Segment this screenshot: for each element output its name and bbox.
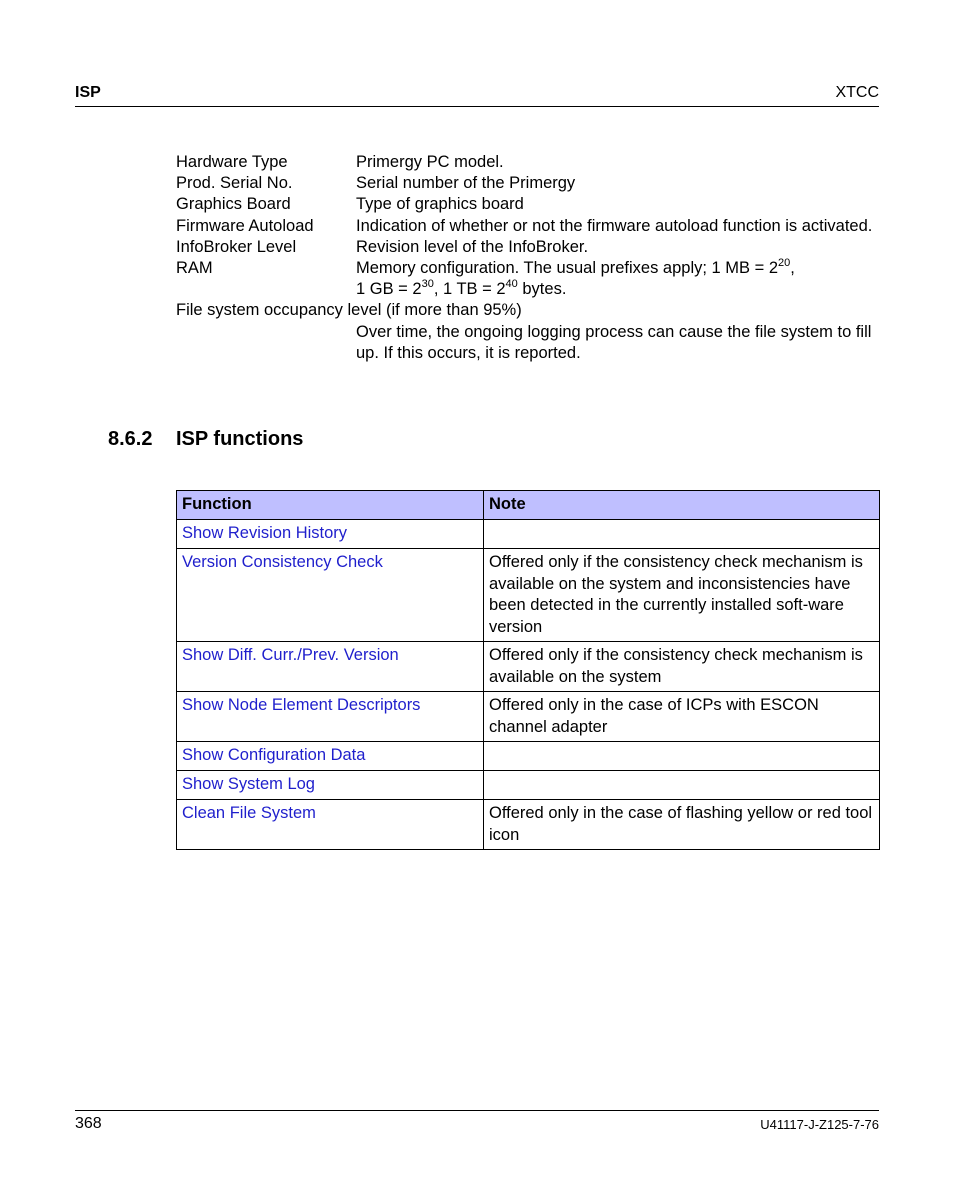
function-cell [177,520,484,549]
section-number: 8.6.2 [108,428,153,450]
document-id: U41117-J-Z125-7-76 [760,1117,879,1132]
note-cell: Offered only in the case of flashing yellow or red tool icon [484,800,880,850]
function-cell [177,771,484,800]
definition-serial-no [176,173,881,194]
ram-exponent: 30 [421,278,434,291]
function-cell [177,800,484,850]
page-number: 368 [75,1115,102,1132]
page-header [75,84,879,107]
definition-ram [176,258,881,300]
note-cell [484,771,880,800]
function-cell [177,549,484,642]
function-link-version-consistency-check[interactable]: Version Consistency Check [182,553,383,571]
function-link-show-configuration-data[interactable]: Show Configuration Data [182,746,366,764]
table-header-row [177,491,880,520]
definition-desc: Type of graphics board [356,195,524,214]
definition-term: File system occupancy level (if more than 95%) [176,301,522,320]
definition-term: Graphics Board [176,195,291,214]
definition-term: Prod. Serial No. [176,174,293,193]
column-header-note: Note [484,491,880,520]
ram-exponent: 20 [778,257,791,270]
function-link-clean-file-system[interactable]: Clean File System [182,804,316,822]
function-cell [177,742,484,771]
definition-desc [356,258,881,300]
column-header-function: Function [177,491,484,520]
note-cell: Offered only if the consistency check mechanism is available on the system and inconsistencies have been detected in the currently installed soft-ware version [484,549,880,642]
table-row [177,742,880,771]
table-row [177,800,880,850]
isp-functions-table [176,490,880,850]
note-cell: Offered only in the case of ICPs with ESCON channel adapter [484,692,880,742]
definition-term: RAM [176,259,213,278]
function-link-show-revision-history[interactable]: Show Revision History [182,524,348,542]
definition-term: Firmware Autoload [176,216,314,235]
ram-text: , 1 TB = 2 [433,280,506,299]
function-cell [177,692,484,742]
definition-graphics-board [176,194,881,215]
function-link-show-diff-version[interactable]: Show Diff. Curr./Prev. Version [182,646,399,664]
definition-firmware-autoload [176,216,881,237]
table-row [177,549,880,642]
definition-list [176,152,881,364]
definition-desc: Serial number of the Primergy [356,174,576,193]
note-cell: Offered only if the consistency check mechanism is available on the system [484,642,880,692]
section-title: ISP functions [176,428,304,450]
table-row [177,692,880,742]
table-row [177,520,880,549]
section-heading [108,428,303,451]
definition-desc: Indication of whether or not the firmware autoload function is activated. [356,216,873,235]
note-cell [484,742,880,771]
ram-exponent: 40 [505,278,518,291]
header-chapter: ISP [75,84,101,101]
function-cell [177,642,484,692]
ram-text: bytes. [517,280,567,299]
page-footer [75,1110,879,1132]
table-row [177,771,880,800]
definition-file-system [176,300,881,364]
header-product: XTCC [835,84,879,101]
note-cell [484,520,880,549]
definition-desc: Revision level of the InfoBroker. [356,237,589,256]
definition-desc: Over time, the ongoing logging process can cause the file system to fill up. If this occurs, it is reported. [356,322,872,362]
definition-term: Hardware Type [176,153,288,171]
function-link-show-node-element-descriptors[interactable]: Show Node Element Descriptors [182,696,421,714]
definition-infobroker-level [176,237,881,258]
ram-text: 1 GB = 2 [356,280,422,299]
definition-hardware-type [176,152,881,173]
ram-text: Memory configuration. The usual prefixes apply; 1 MB = 2 [356,259,779,278]
ram-text: , [790,259,795,278]
table-row [177,642,880,692]
definition-term: InfoBroker Level [176,237,297,256]
function-link-show-system-log[interactable]: Show System Log [182,775,315,793]
definition-desc: Primergy PC model. [356,153,504,171]
